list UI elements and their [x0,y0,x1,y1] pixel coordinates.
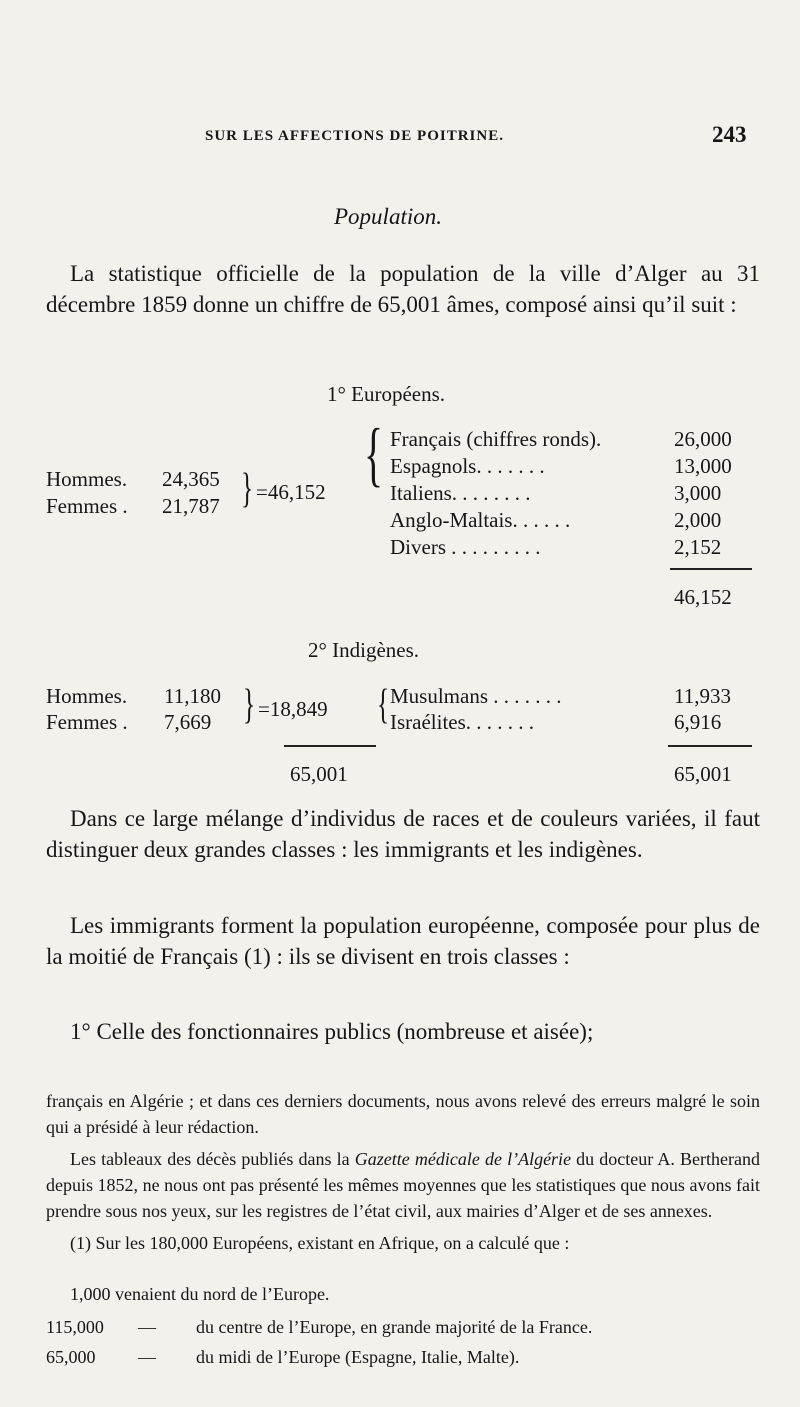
footnote-number: 65,000 [46,1347,96,1367]
footnote-line-text: venaient du nord de l’Europe. [115,1284,330,1304]
indigenes-femmes-value: 7,669 [164,710,212,734]
running-header: SUR LES AFFECTIONS DE POITRINE. [205,128,504,144]
footnote-text: Les tableaux des décès publiés dans la [70,1149,355,1169]
row-indigenes-label: Israélites. . . . . . . [390,710,535,734]
indigenes-hommes-value: 11,180 [164,684,221,708]
footnote-1-line [46,1347,519,1368]
row-europeens-value: 3,000 [674,481,722,505]
indigenes-hommes-label: Hommes. [46,684,128,708]
footnote-continuation: français en Algérie ; et dans ces derniers documents, nous avons relevé des erreurs malgré le soin qui a présidé à leur rédaction. [46,1091,760,1137]
europeens-femmes-value: 21,787 [162,494,220,518]
footnote-line-text: du centre de l’Europe, en grande majorité de la France. [196,1317,593,1337]
section-title: Population. [334,204,442,229]
europeens-total-expr: =46,152 [256,480,326,504]
footnote-line-text: du midi de l’Europe (Espagne, Italie, Malte). [196,1347,520,1367]
body-paragraph: Les immigrants forment la population européenne, composée pour plus de la moitié de Français (1) : ils se divisent en trois classes : [46,913,760,969]
body-paragraph: Dans ce large mélange d’individus de races et de couleurs variées, il faut distinguer deux grandes classes : les immigrants et les indigènes. [46,806,760,862]
indigenes-right-total: 65,001 [674,762,732,786]
footnote-dash: — [138,1347,156,1367]
indigenes-femmes-label: Femmes . [46,710,128,734]
footnotes [46,1088,760,1256]
row-europeens-value: 2,000 [674,508,722,532]
small-brace-indigenes: } [243,682,256,728]
large-brace-europeens: { [364,414,384,494]
footnote-text: du docteur A. Bertherand depuis 1852, ne nous ont pas présenté les mêmes moyennes que les statistiques que nous avons fait prendre sous nos yeux, sur les registres de l’état civil, aux mairies d’Alger et de ses annexes. [46,1149,760,1221]
intro-paragraph: La statistique officielle de la population de la ville d’Alger au 31 décembre 1859 donne un chiffre de 65,001 âmes, composé ainsi qu’il suit : [46,261,760,317]
footnote-1-line [46,1317,592,1338]
row-europeens-value: 13,000 [674,454,732,478]
sum-rule-right [668,745,752,747]
footnote-paragraph [46,1146,760,1224]
footnote-number: 1,000 [70,1284,111,1304]
row-europeens-label: Français (chiffres ronds). [390,427,602,451]
europeens-title [327,382,445,407]
footnote-number: 115,000 [46,1317,104,1337]
europeens-sum: 46,152 [674,585,732,609]
indigenes-left-total: 65,001 [290,762,348,786]
page-number: 243 [712,122,747,147]
europeens-hommes-label: Hommes. [46,467,128,491]
row-indigenes-value: 11,933 [674,684,731,708]
indigenes-title: 2° Indigènes. [308,638,420,662]
row-europeens-label: Divers . . . . . . . . . [390,535,541,559]
sum-rule-left [284,745,376,747]
row-indigenes-label: Musulmans . . . . . . . [390,684,562,708]
europeens-hommes-value: 24,365 [162,467,220,491]
row-indigenes-value: 6,916 [674,710,722,734]
sum-rule-europeens [670,568,752,570]
row-europeens-label: Espagnols. . . . . . . [390,454,545,478]
europeens-femmes-label: Femmes . [46,494,128,518]
row-europeens-label: Anglo-Maltais. . . . . . [390,508,571,532]
footnote-dash: — [138,1317,156,1337]
europeens-title-text: 1° Européens. [327,382,446,406]
large-brace-indigenes: { [377,682,390,728]
row-europeens-value: 26,000 [674,427,732,451]
body-paragraph: 1° Celle des fonctionnaires publics (nombreuse et aisée); [70,1019,594,1044]
footnote-1-line [70,1284,329,1305]
journal-title: Gazette médicale de l’Algérie [354,1149,572,1169]
row-europeens-label: Italiens. . . . . . . . [390,481,531,505]
small-brace-europeens: } [241,466,254,512]
footnote-1: (1) Sur les 180,000 Européens, existant en Afrique, on a calculé que : [70,1233,570,1253]
row-europeens-value: 2,152 [674,535,722,559]
indigenes-total-expr: =18,849 [258,697,328,721]
